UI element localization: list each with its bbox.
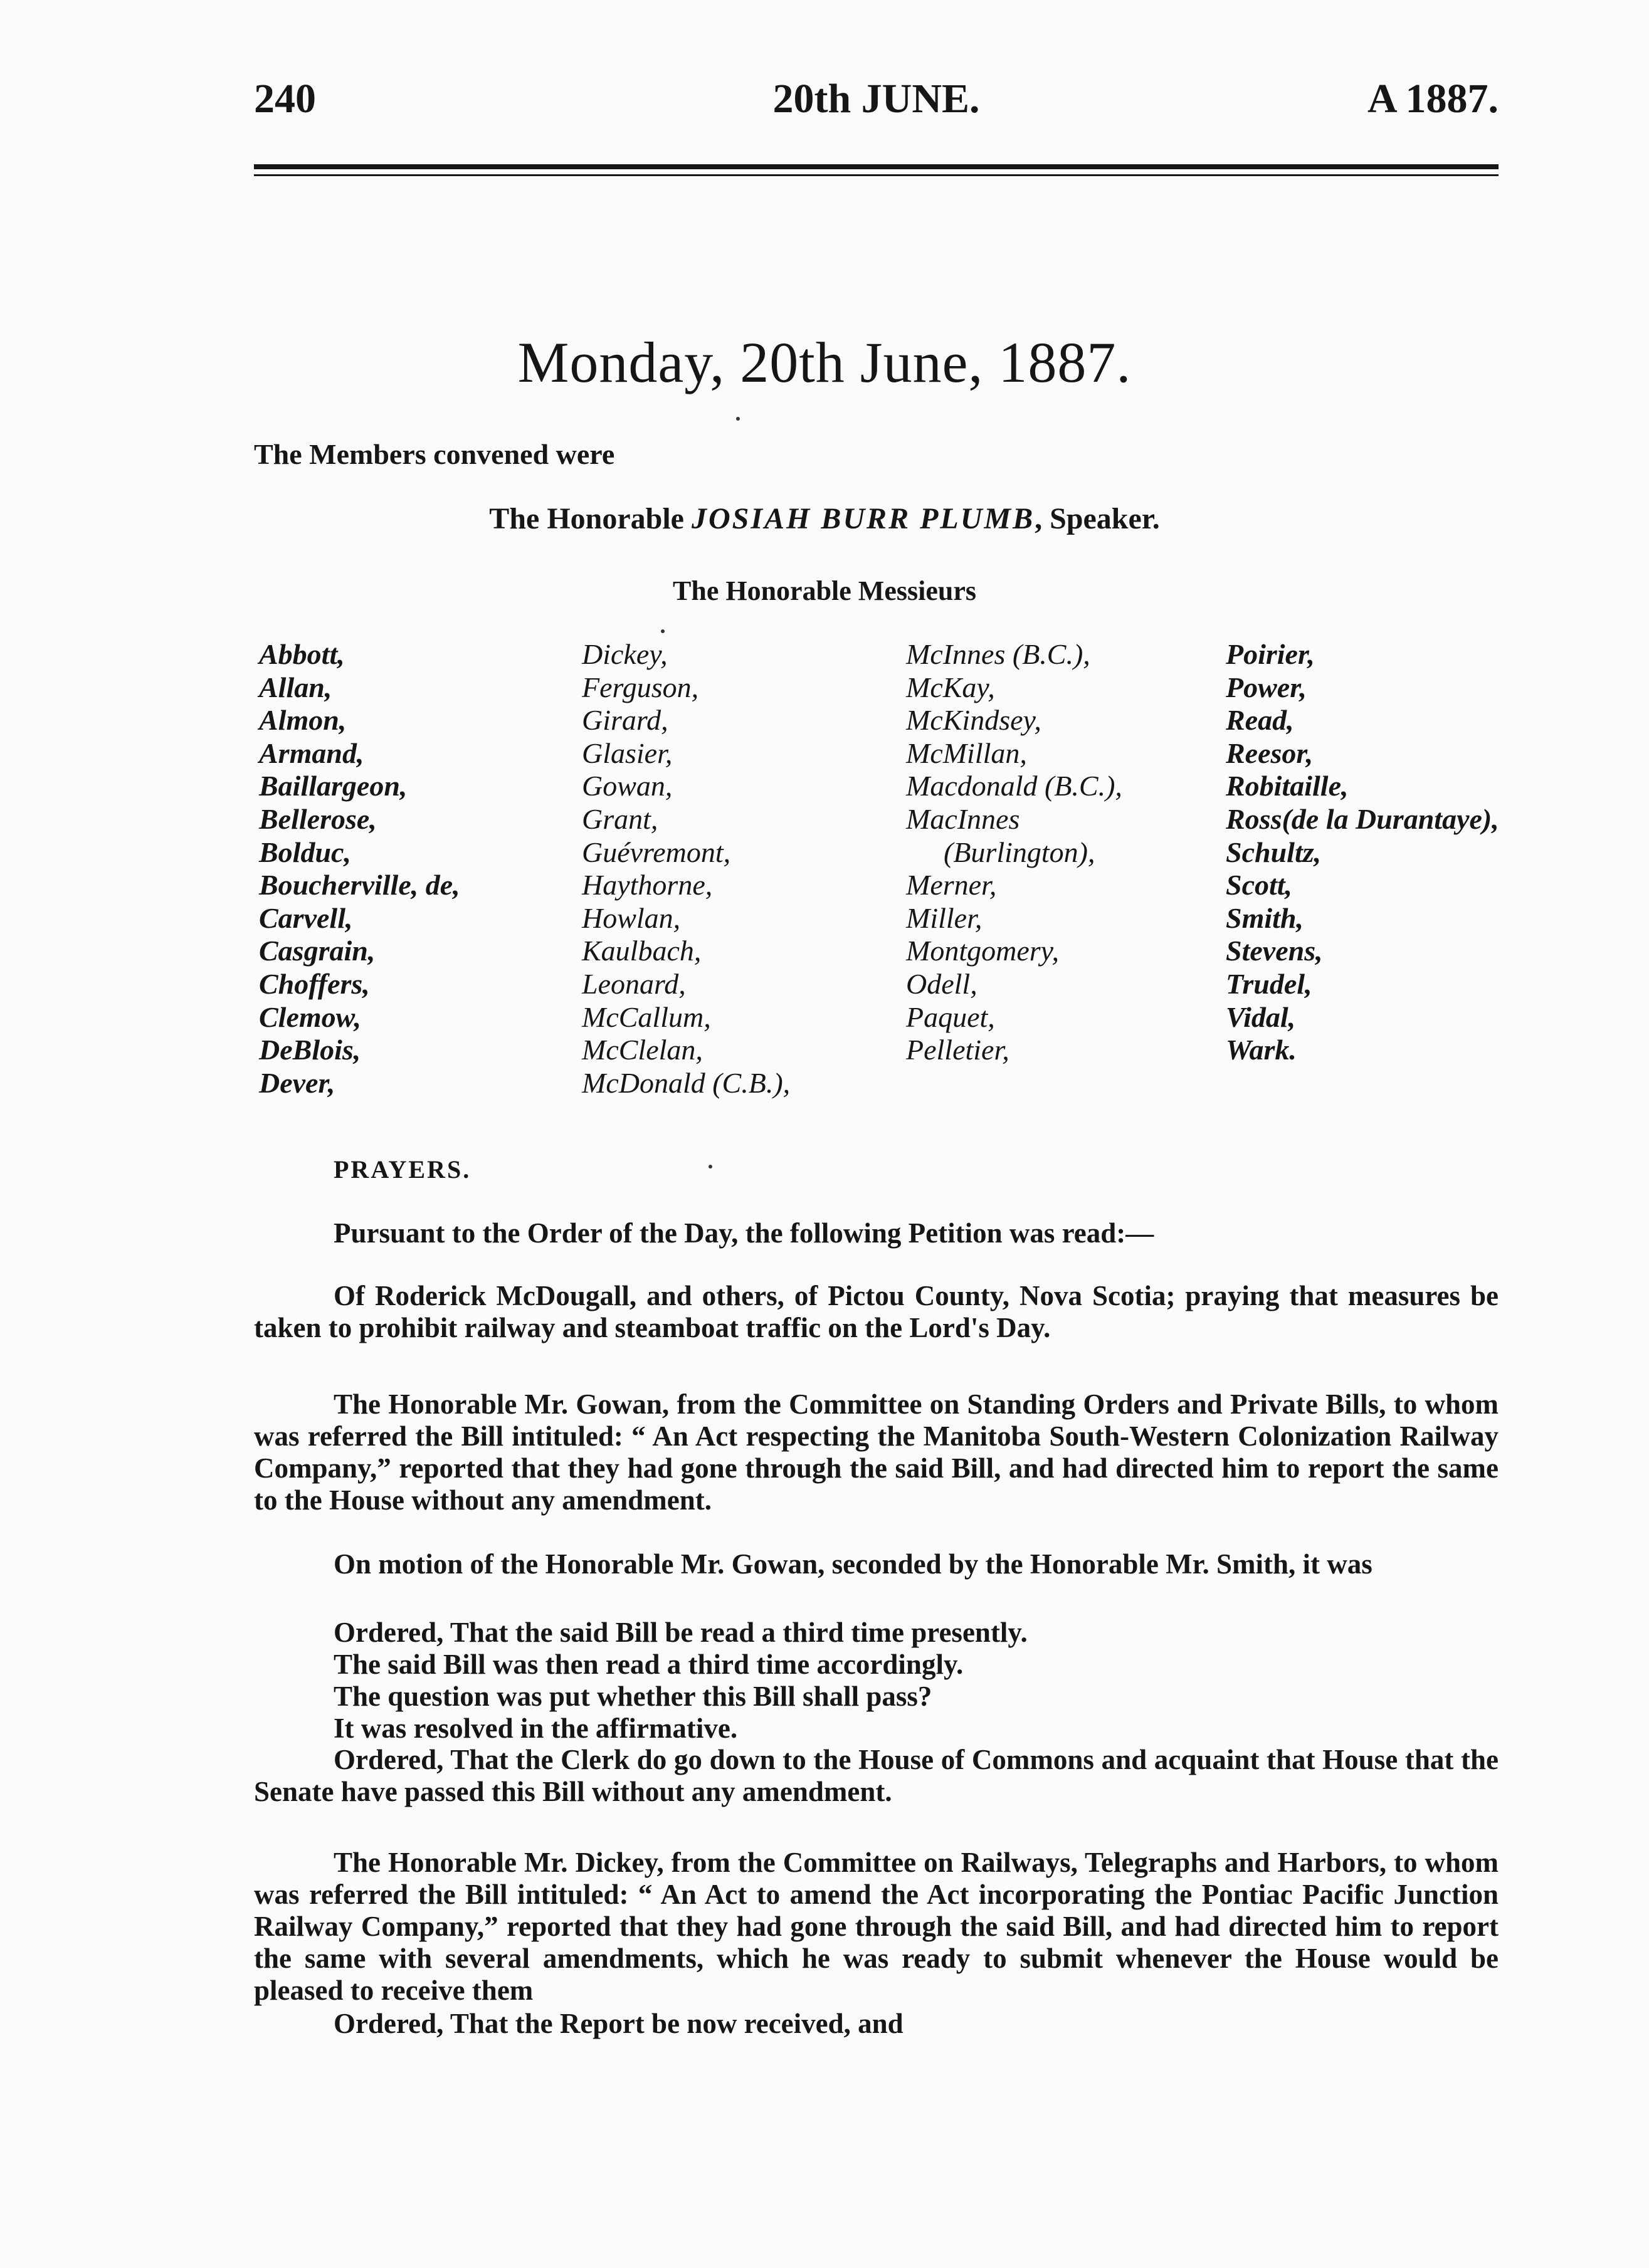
member-name: Ferguson, <box>582 671 699 703</box>
member-name: Howlan, <box>582 901 681 934</box>
member-name: Abbott, <box>259 638 345 670</box>
member-name: Ross(de la Durantaye), <box>1226 802 1499 835</box>
member-name: Guévremont, <box>582 836 731 868</box>
members-column-3 <box>906 638 1122 1067</box>
member-name: MacInnes <box>906 802 1020 835</box>
members-intro: The Members convened were <box>254 438 615 470</box>
member-name: Boucherville, de, <box>259 869 460 901</box>
member-name: Trudel, <box>1226 967 1312 1000</box>
member-name: Dickey, <box>582 638 668 670</box>
prayers-heading: PRAYERS. <box>334 1155 472 1184</box>
speaker-prefix: The Honorable <box>489 502 692 535</box>
member-name: McMillan, <box>906 737 1027 769</box>
railways-report-paragraph: The Honorable Mr. Dickey, from the Committee on Railways, Telegraphs and Harbors, to whom was referred the Bill intituled: “ An Act to amend the Act incorporating the Pontiac Pacific Junction Railway Company,” reported that they had gone through the said Bill, and had directed him to report the same with several amendments, which he was ready to submit whenever the House would be pleased to receive them <box>254 1847 1499 2006</box>
header-rule-thin <box>254 174 1499 176</box>
motion-paragraph: On motion of the Honorable Mr. Gowan, seconded by the Honorable Mr. Smith, it was <box>334 1548 1372 1580</box>
member-name: Girard, <box>582 704 668 737</box>
member-name: Bellerose, <box>259 802 377 835</box>
member-name: Baillargeon, <box>259 770 408 802</box>
print-speck <box>736 417 740 421</box>
member-name: Kaulbach, <box>582 935 702 967</box>
member-name: Carvell, <box>259 901 353 934</box>
member-name: Schultz, <box>1226 836 1322 868</box>
member-name: Allan, <box>259 671 332 703</box>
petition-paragraph: Of Roderick McDougall, and others, of Pictou County, Nova Scotia; praying that measures be taken to prohibit railway and steamboat traffic on the Lord's Day. <box>254 1280 1499 1343</box>
speaker-line <box>0 501 1649 536</box>
member-name: Pelletier, <box>906 1034 1009 1066</box>
member-name: Macdonald (B.C.), <box>906 770 1122 802</box>
member-name: McKay, <box>906 671 995 703</box>
order-line: Ordered, That the said Bill be read a third time presently. <box>334 1617 1028 1648</box>
member-name: Poirier, <box>1226 638 1315 670</box>
member-name: Scott, <box>1226 869 1293 901</box>
speaker-name: JOSIAH BURR PLUMB <box>691 502 1035 535</box>
messieurs-heading: The Honorable Messieurs <box>673 575 976 606</box>
members-column-2 <box>582 638 790 1100</box>
member-name: Montgomery, <box>906 935 1060 967</box>
speaker-suffix: , Speaker. <box>1035 502 1160 535</box>
member-name: McDonald (C.B.), <box>582 1066 791 1099</box>
member-name: Armand, <box>259 737 364 769</box>
member-name: Choffers, <box>259 967 370 1000</box>
member-name: Reesor, <box>1226 737 1314 769</box>
clerk-order-paragraph: Ordered, That the Clerk do go down to the House of Commons and acquaint that House that the Senate have passed this Bill without any amendment. <box>254 1744 1499 1807</box>
header-year: A 1887. <box>1367 76 1499 122</box>
member-name: Stevens, <box>1226 935 1323 967</box>
print-speck <box>661 629 665 633</box>
print-speck <box>709 1165 712 1168</box>
member-name: Bolduc, <box>259 836 351 868</box>
member-name: Clemow, <box>259 1000 362 1033</box>
member-name: Grant, <box>582 802 658 835</box>
member-name: Dever, <box>259 1066 335 1099</box>
member-name: Odell, <box>906 967 977 1000</box>
member-name: McCallum, <box>582 1000 711 1033</box>
member-name: Casgrain, <box>259 935 376 967</box>
member-name: McKindsey, <box>906 704 1041 737</box>
order-of-day-paragraph: Pursuant to the Order of the Day, the following Petition was read:— <box>334 1217 1154 1249</box>
page-number: 240 <box>254 76 316 122</box>
member-name: Read, <box>1226 704 1294 737</box>
header-rule-thick <box>254 164 1499 169</box>
member-name: Robitaille, <box>1226 770 1349 802</box>
member-name: Smith, <box>1226 901 1304 934</box>
members-column-1 <box>259 638 460 1100</box>
day-title: Monday, 20th June, 1887. <box>517 330 1132 394</box>
member-name: McInnes (B.C.), <box>906 638 1090 670</box>
members-column-4 <box>1226 638 1499 1067</box>
member-name: Haythorne, <box>582 869 713 901</box>
member-name: Merner, <box>906 869 997 901</box>
member-name: Leonard, <box>582 967 686 1000</box>
member-name: Vidal, <box>1226 1000 1296 1033</box>
member-name: Paquet, <box>906 1000 995 1033</box>
member-name: Wark. <box>1226 1034 1297 1066</box>
member-name: Gowan, <box>582 770 673 802</box>
order-line: Ordered, That the Report be now received, and <box>334 2008 904 2039</box>
order-line: The said Bill was then read a third time accordingly. <box>334 1649 964 1680</box>
member-name: Almon, <box>259 704 347 737</box>
header-date: 20th JUNE. <box>772 76 980 122</box>
committee-report-paragraph: The Honorable Mr. Gowan, from the Committee on Standing Orders and Private Bills, to whom was referred the Bill intituled: “ An Act respecting the Manitoba South-Western Colonization Railway Company,” reported that they had gone through the said Bill, and had directed him to report the same to the House without any amendment. <box>254 1389 1499 1516</box>
order-line: The question was put whether this Bill shall pass? <box>334 1681 932 1712</box>
member-name: Miller, <box>906 901 983 934</box>
running-header <box>254 75 1499 132</box>
member-name: McClelan, <box>582 1034 703 1066</box>
member-name: Power, <box>1226 671 1307 703</box>
member-name: Glasier, <box>582 737 673 769</box>
member-name-continued: (Burlington), <box>944 836 1095 868</box>
member-name: DeBlois, <box>259 1034 361 1066</box>
order-line: It was resolved in the affirmative. <box>334 1713 738 1744</box>
